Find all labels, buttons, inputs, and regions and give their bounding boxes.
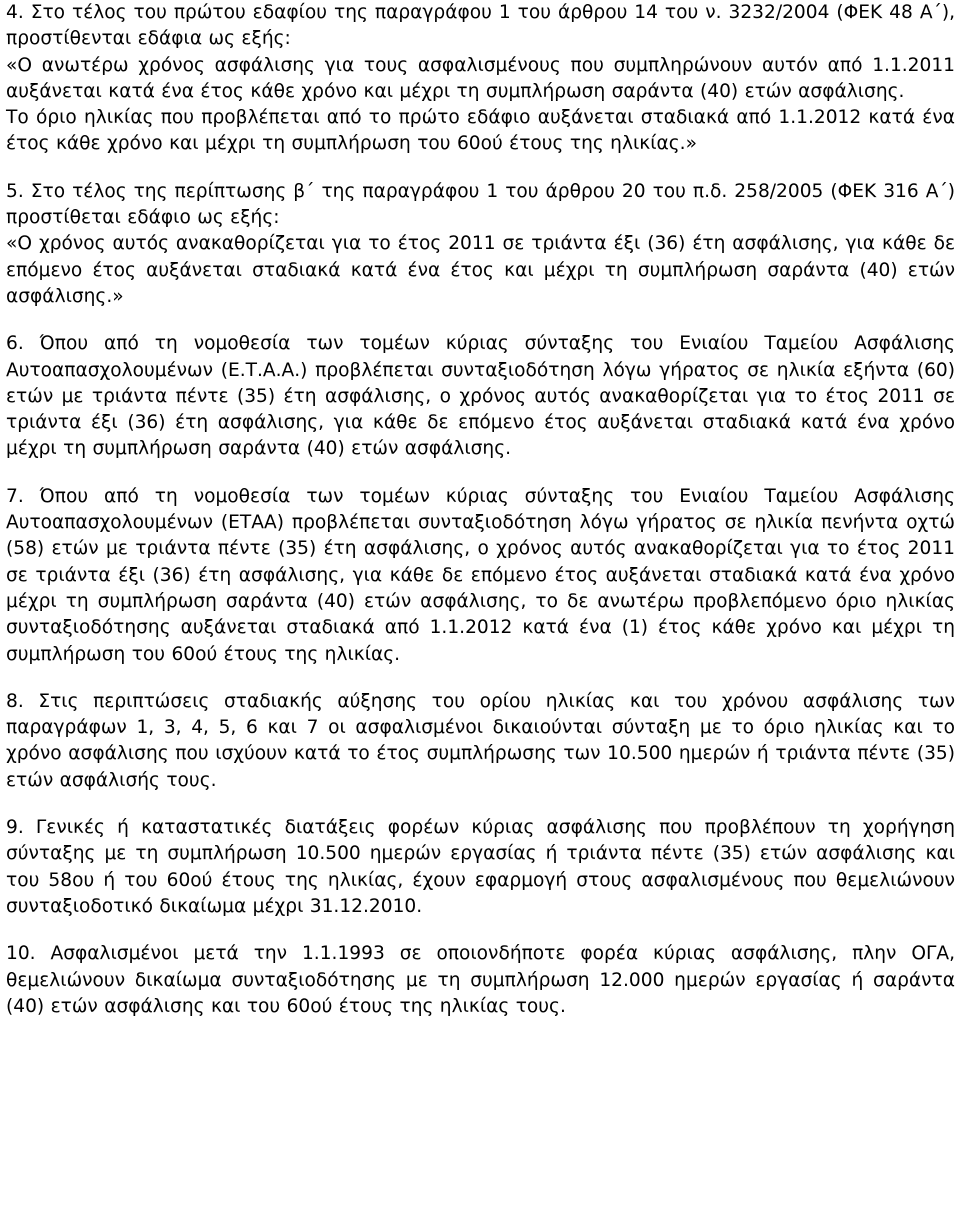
paragraph-4 bbox=[6, 0, 955, 158]
paragraph-5-quote: «Ο χρόνος αυτός ανακαθορίζεται για το έτος 2011 σε τριάντα έξι (36) έτη ασφάλισης, για κάθε δε επόμενο έτος αυξάνεται σταδιακά κατά ένα έτος και μέχρι τη συμπλήρωση σαράντα (40) ετών ασφάλισης.» bbox=[6, 233, 955, 307]
paragraph-9-text: 9. Γενικές ή καταστατικές διατάξεις φορέων κύριας ασφάλισης που προβλέπουν τη χορήγηση σύνταξης με τη συμπλήρωση 10.500 ημερών εργασίας ή τριάντα πέντε (35) ετών ασφάλισης και του 58ου ή του 60ού έτους της ηλικίας, έχουν εφαρμογή στους ασφαλισμένους που θεμελιώνουν συνταξιοδοτικό δικαίωμα μέχρι 31.12.2010. bbox=[6, 817, 955, 917]
paragraph-7 bbox=[6, 484, 955, 668]
paragraph-9 bbox=[6, 815, 955, 920]
paragraph-10-text: 10. Ασφαλισμένοι μετά την 1.1.1993 σε οποιονδήποτε φορέα κύριας ασφάλισης, πλην ΟΓΑ, θεμελιώνουν δικαίωμα συνταξιοδότησης με τη συμπλήρωση 12.000 ημερών εργασίας ή σαράντα (40) ετών ασφάλισης και του 60ού έτους της ηλικίας τους. bbox=[6, 943, 955, 1017]
paragraph-4-intro: 4. Στο τέλος του πρώτου εδαφίου της παραγράφου 1 του άρθρου 14 του ν. 3232/2004 (ΦΕΚ 48 Α΄), προστίθενται εδάφια ως εξής: bbox=[6, 2, 955, 50]
paragraph-6-text: 6. Όπου από τη νομοθεσία των τομέων κύριας σύνταξης του Ενιαίου Ταμείου Ασφάλισης Αυτοαπασχολουμένων (Ε.Τ.Α.Α.) προβλέπεται συνταξιοδότηση λόγω γήρατος σε ηλικία εξήντα (60) ετών με τριάντα πέντε (35) έτη ασφάλισης, ο χρόνος αυτός ανακαθορίζεται για το έτος 2011 σε τριάντα έξι (36) έτη ασφάλισης, για κάθε δε επόμενο έτος αυξάνεται σταδιακά κατά ένα χρόνο μέχρι τη συμπλήρωση σαράντα (40) ετών ασφάλισης. bbox=[6, 333, 955, 460]
paragraph-8-text: 8. Στις περιπτώσεις σταδιακής αύξησης του ορίου ηλικίας και του χρόνου ασφάλισης των παραγράφων 1, 3, 4, 5, 6 και 7 οι ασφαλισμένοι δικαιούνται σύνταξη με το όριο ηλικίας και το χρόνο ασφάλισης που ισχύουν κατά το έτος συμπλήρωσης των 10.500 ημερών ή τριάντα πέντε (35) ετών ασφάλισής τους. bbox=[6, 690, 955, 791]
paragraph-7-text: 7. Όπου από τη νομοθεσία των τομέων κύριας σύνταξης του Ενιαίου Ταμείου Ασφάλισης Αυτοαπασχολουμένων (ΕΤΑΑ) προβλέπεται συνταξιοδότηση λόγω γήρατος σε ηλικία πενήντα οχτώ (58) ετών με τριάντα πέντε (35) έτη ασφάλισης, ο χρόνος αυτός ανακαθορίζεται για το έτος 2011 σε τριάντα έξι (36) έτη ασφάλισης, για κάθε δε επόμενο έτος αυξάνεται σταδιακά κατά ένα χρόνο μέχρι τη συμπλήρωση σαράντα (40) ετών ασφάλισης, το δε ανωτέρω προβλεπόμενο όριο ηλικίας συνταξιοδότησης αυξάνεται σταδιακά από 1.1.2012 κατά ένα (1) έτος κάθε χρόνο και μέχρι τη συμπλήρωση του 60ού έτους της ηλικίας. bbox=[6, 485, 955, 665]
paragraph-10 bbox=[6, 941, 955, 1020]
paragraph-5 bbox=[6, 179, 955, 310]
paragraph-8 bbox=[6, 689, 955, 794]
paragraph-4-quote-1: «Ο ανωτέρω χρόνος ασφάλισης για τους ασφαλισμένους που συμπληρώνουν αυτόν από 1.1.2011 αυξάνεται κατά ένα έτος κάθε χρόνο και μέχρι τη συμπλήρωση σαράντα (40) ετών ασφάλισης. bbox=[6, 54, 955, 102]
paragraph-4-quote-2: Το όριο ηλικίας που προβλέπεται από το πρώτο εδάφιο αυξάνεται σταδιακά από 1.1.2012 κατά ένα έτος κάθε χρόνο και μέχρι τη συμπλήρωση του 60ού έτους της ηλικίας.» bbox=[6, 107, 955, 155]
paragraph-6 bbox=[6, 331, 955, 462]
paragraph-5-intro: 5. Στο τέλος της περίπτωσης β΄ της παραγράφου 1 του άρθρου 20 του π.δ. 258/2005 (ΦΕΚ 316 Α΄) προστίθεται εδάφιο ως εξής: bbox=[6, 180, 955, 229]
